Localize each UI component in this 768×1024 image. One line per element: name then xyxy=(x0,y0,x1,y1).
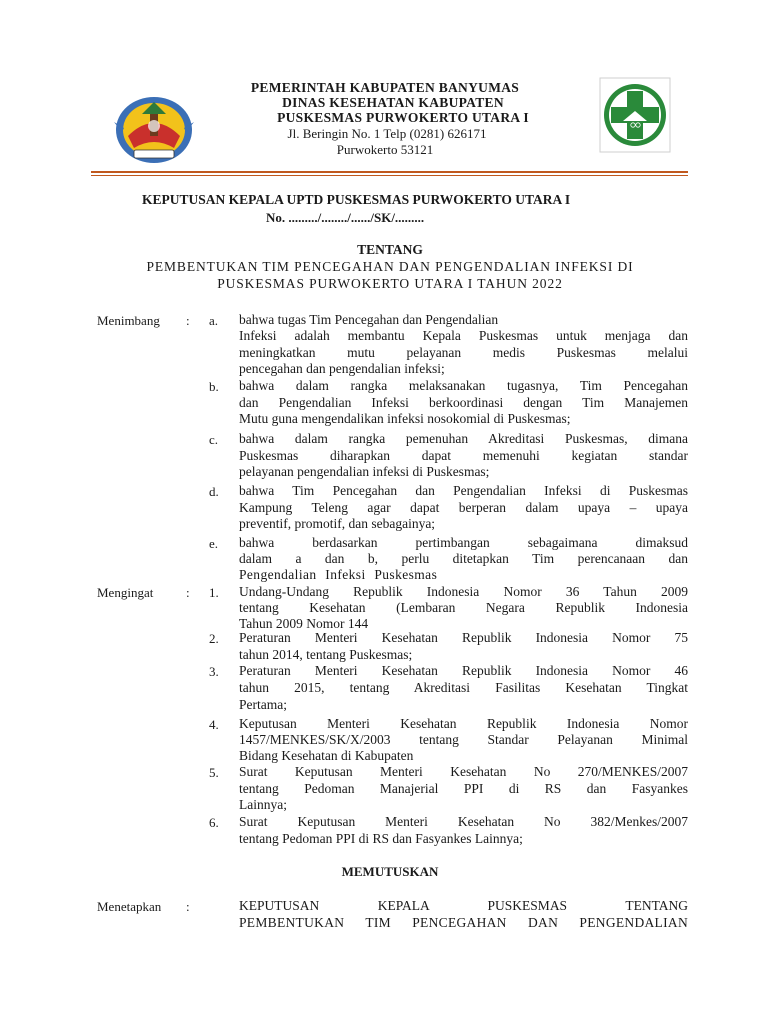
menimbang-a-line-4: pencegahan dan pengendalian infeksi; xyxy=(239,361,445,376)
decree-tentang: TENTANG xyxy=(357,242,423,257)
menimbang-c-line-2: Puskesmas diharapkan dapat memenuhi kegiatan standar xyxy=(239,448,688,463)
mengingat-3-line-3: Pertama; xyxy=(239,697,287,712)
mengingat-6-line-2: tentang Pedoman PPI di RS dan Fasyankes Lainnya; xyxy=(239,831,523,846)
mengingat-4-line-1: Keputusan Menteri Kesehatan Republik Indonesia Nomor xyxy=(239,716,688,731)
menimbang-e-line-3: Pengendalian Infeksi Puskesmas xyxy=(239,567,438,582)
mengingat-1-line-2: tentang Kesehatan (Lembaran Negara Republik Indonesia xyxy=(239,600,688,615)
mengingat-marker-1: 1. xyxy=(209,585,219,600)
mengingat-4-line-3: Bidang Kesehatan di Kabupaten xyxy=(239,748,414,763)
mengingat-3-line-1: Peraturan Menteri Kesehatan Republik Indonesia Nomor 46 xyxy=(239,663,688,678)
mengingat-label: Mengingat xyxy=(97,585,154,600)
menimbang-a-line-1: bahwa tugas Tim Pencegahan dan Pengendalian xyxy=(239,312,499,327)
menimbang-marker-a: a. xyxy=(209,313,219,328)
mengingat-6-line-1: Surat Keputusan Menteri Kesehatan No 382/Menkes/2007 xyxy=(239,814,688,829)
mengingat-colon: : xyxy=(186,585,190,600)
menimbang-b-line-3: Mutu guna mengendalikan infeksi nosokomial di Puskesmas; xyxy=(239,411,571,426)
mengingat-4-line-2: 1457/MENKES/SK/X/2003 tentang Standar Pelayanan Minimal xyxy=(239,732,688,747)
puskesmas-cross-logo-icon xyxy=(599,77,671,153)
decree-title: KEPUTUSAN KEPALA UPTD PUSKESMAS PURWOKERTO UTARA I xyxy=(142,192,571,207)
header-divider xyxy=(91,171,688,173)
header-line-2: DINAS KESEHATAN KABUPATEN xyxy=(282,95,504,110)
mengingat-5-line-1: Surat Keputusan Menteri Kesehatan No 270/MENKES/2007 xyxy=(239,764,688,779)
menimbang-label: Menimbang xyxy=(97,313,160,328)
mengingat-marker-5: 5. xyxy=(209,765,219,780)
mengingat-5-line-2: tentang Pedoman Manajerial PPI di RS dan Fasyankes xyxy=(239,781,688,796)
mengingat-1-line-3: Tahun 2009 Nomor 144 xyxy=(239,616,369,631)
menimbang-marker-d: d. xyxy=(209,484,219,499)
mengingat-2-line-2: tahun 2014, tentang Puskesmas; xyxy=(239,647,413,662)
banyumas-emblem-icon xyxy=(112,92,196,168)
menimbang-a-line-2: Infeksi adalah membantu Kepala Puskesmas untuk menjaga dan xyxy=(239,328,688,343)
mengingat-3-line-2: tahun 2015, tentang Akreditasi Fasilitas Kesehatan Tingkat xyxy=(239,680,688,695)
menimbang-c-line-1: bahwa dalam rangka pemenuhan Akreditasi Puskesmas, dimana xyxy=(239,431,688,446)
header-city: Purwokerto 53121 xyxy=(336,142,434,157)
memutuskan-heading: MEMUTUSKAN xyxy=(341,864,439,879)
header-divider-thin xyxy=(91,175,688,176)
menimbang-e-line-1: bahwa berdasarkan pertimbangan sebagaimana dimaksud xyxy=(239,535,688,550)
mengingat-marker-2: 2. xyxy=(209,631,219,646)
mengingat-marker-3: 3. xyxy=(209,664,219,679)
menimbang-marker-c: c. xyxy=(209,432,219,447)
menimbang-d-line-2: Kampung Teleng agar dapat berperan dalam upaya – upaya xyxy=(239,500,688,515)
menetapkan-line-2: PEMBENTUKAN TIM PENCEGAHAN DAN PENGENDALIAN xyxy=(239,915,688,930)
menimbang-marker-e: e. xyxy=(209,536,219,551)
header-address: Jl. Beringin No. 1 Telp (0281) 626171 xyxy=(287,126,487,141)
menimbang-marker-b: b. xyxy=(209,379,219,394)
menimbang-e-line-2: dalam a dan b, perlu ditetapkan Tim perencanaan dan xyxy=(239,551,688,566)
mengingat-2-line-1: Peraturan Menteri Kesehatan Republik Indonesia Nomor 75 xyxy=(239,630,688,645)
menetapkan-line-1: KEPUTUSAN KEPALA PUSKESMAS TENTANG xyxy=(239,898,688,913)
menimbang-a-line-3: meningkatkan mutu pelayanan medis Puskesmas melalui xyxy=(239,345,688,360)
mengingat-1-line-1: Undang-Undang Republik Indonesia Nomor 36 Tahun 2009 xyxy=(239,584,688,599)
mengingat-5-line-3: Lainnya; xyxy=(239,797,287,812)
menimbang-d-line-3: preventif, promotif, dan sebagainya; xyxy=(239,516,436,531)
header-line-3: PUSKESMAS PURWOKERTO UTARA I xyxy=(277,110,529,125)
decree-subject-2: PUSKESMAS PURWOKERTO UTARA I TAHUN 2022 xyxy=(217,276,563,291)
mengingat-marker-4: 4. xyxy=(209,717,219,732)
decree-number: No. ........./......../....../SK/......... xyxy=(266,210,425,225)
mengingat-marker-6: 6. xyxy=(209,815,219,830)
menimbang-colon: : xyxy=(186,313,190,328)
menetapkan-colon: : xyxy=(186,899,190,914)
menetapkan-label: Menetapkan xyxy=(97,899,162,914)
decree-subject-1: PEMBENTUKAN TIM PENCEGAHAN DAN PENGENDALIAN INFEKSI DI xyxy=(146,259,634,274)
menimbang-b-line-2: dan Pengendalian Infeksi berkoordinasi dengan Tim Manajemen xyxy=(239,395,688,410)
menimbang-d-line-1: bahwa Tim Pencegahan dan Pengendalian Infeksi di Puskesmas xyxy=(239,483,688,498)
menimbang-b-line-1: bahwa dalam rangka melaksanakan tugasnya, Tim Pencegahan xyxy=(239,378,688,393)
header-line-1: PEMERINTAH KABUPATEN BANYUMAS xyxy=(250,80,520,95)
menimbang-c-line-3: pelayanan pengendalian infeksi di Puskesmas; xyxy=(239,464,490,479)
